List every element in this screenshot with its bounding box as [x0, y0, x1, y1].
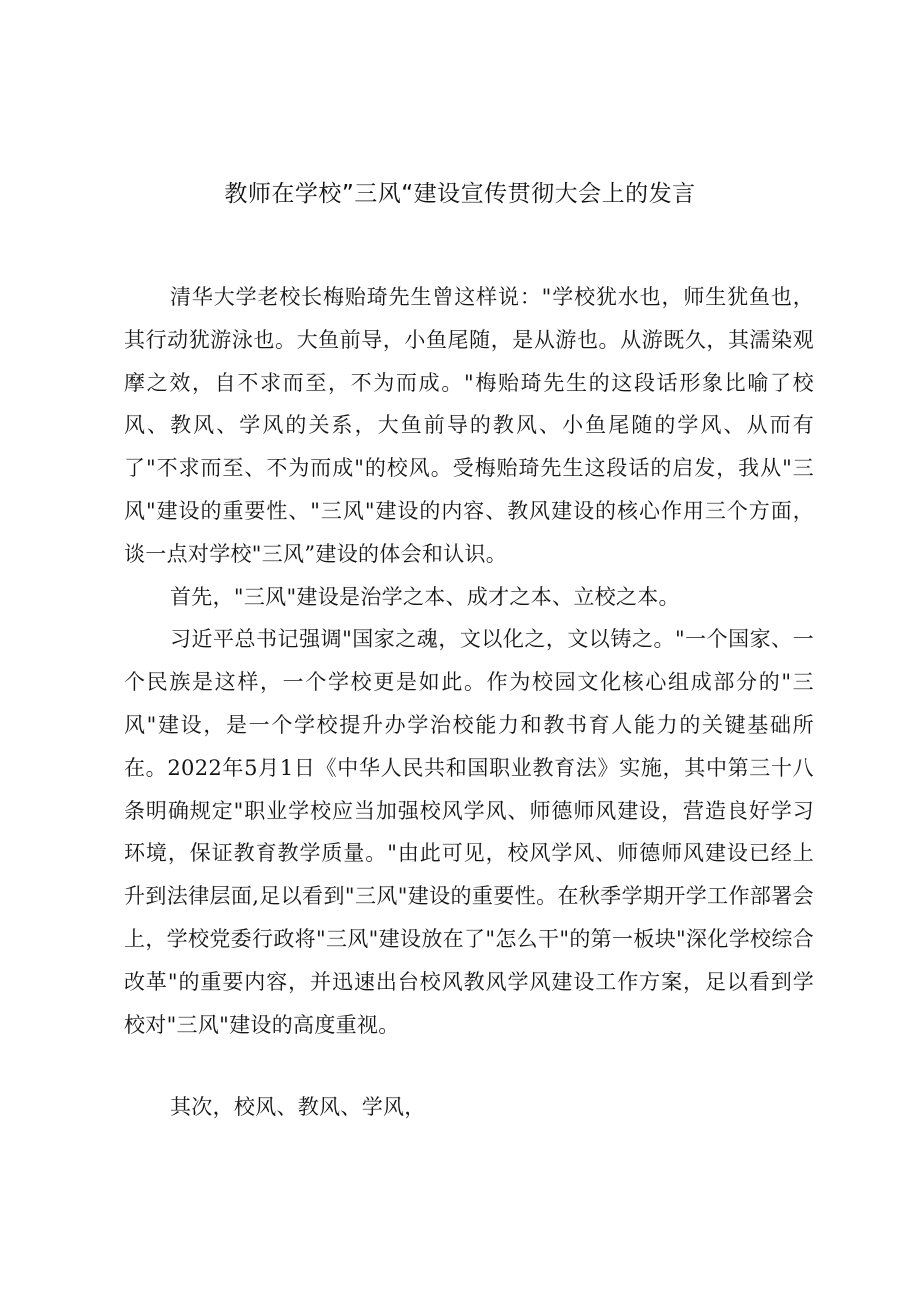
- paragraph-xi-jinping-quote: 习近平总书记强调"国家之魂，文以化之，文以铸之。"一个国家、一个民族是这样，一个学校更是如此。作为校园文化核心组成部分的"三风"建设，是一个学校提升办学治校能力和教书育人能力的关键基础所在。2022年5月1日《中华人民共和国职业教育法》实施，其中第三十八条明确规定"职业学校应当加强校风学风、师德师风建设，营造良好学习环境，保证教育教学质量。"由此可见，校风学风、师德师风建设已经上升到法律层面,足以看到"三风"建设的重要性。在秋季学期开学工作部署会上，学校党委行政将"三风"建设放在了"怎么干"的第一板块"深化学校综合改革"的重要内容，并迅速出台校风教风学风建设工作方案，足以看到学校对"三风"建设的高度重视。: [124, 627, 814, 1037]
- paragraph-mei-yiqi-quote: 清华大学老校长梅贻琦先生曾这样说："学校犹水也，师生犹鱼也，其行动犹游泳也。大鱼前导，小鱼尾随，是从游也。从游既久，其濡染观摩之效，自不求而至，不为而成。"梅贻琦先生的这段话形象比喻了校风、教风、学风的关系，大鱼前导的教风、小鱼尾随的学风、从而有了"不求而至、不为而成"的校风。受梅贻琦先生这段话的启发，我从"三风"建设的重要性、"三风"建设的内容、教风建设的核心作用三个方面，谈一点对学校"三风”建设的体会和认识。: [124, 285, 814, 566]
- document-title: 教师在学校”三风“建设宣传贯彻大会上的发言: [224, 181, 696, 207]
- paragraph-second-point: 其次，校风、教风、学风，: [170, 1095, 426, 1120]
- paragraph-first-point: 首先，"三风"建设是治学之本、成才之本、立校之本。: [170, 584, 680, 609]
- document-body: [124, 276, 814, 1129]
